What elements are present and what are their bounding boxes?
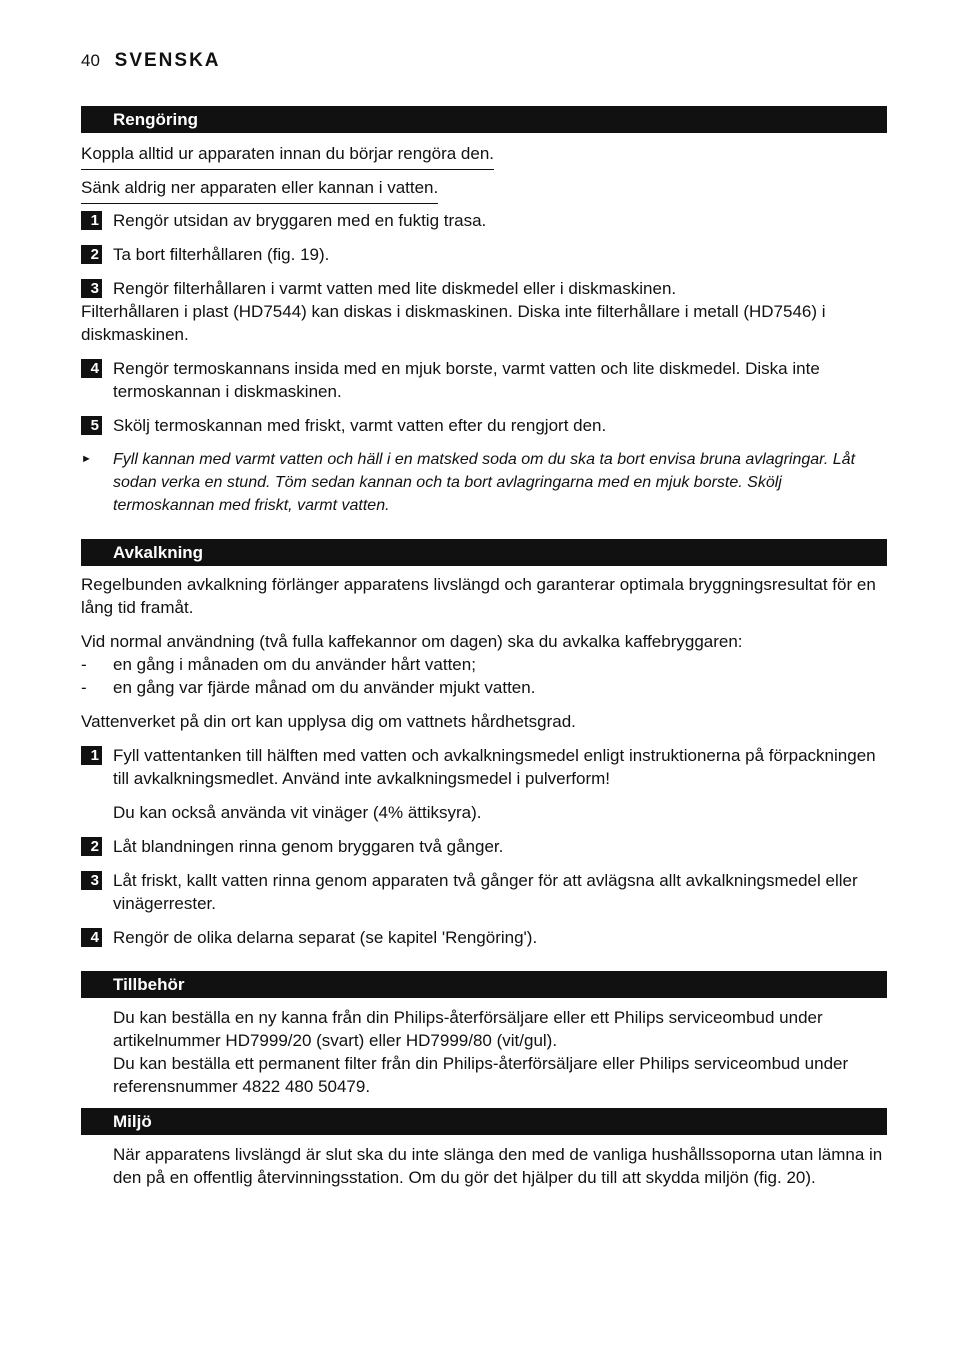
descaling-step-3 [81, 869, 887, 915]
frequency-item: - en gång var fjärde månad om du använder mjukt vatten. [81, 678, 536, 697]
cleaning-step-3-note: Filterhållaren i plast (HD7544) kan diskas i diskmaskinen. Diska inte filterhållare i metall (HD7546) i diskmaskinen. [81, 302, 826, 344]
section-heading-accessories: Tillbehör [81, 971, 887, 998]
descaling-step-2 [81, 835, 887, 858]
cleaning-step-2 [81, 243, 887, 266]
frequency-item: - en gång i månaden om du använder hårt vatten; [81, 655, 476, 674]
cleaning-step-1 [81, 209, 887, 232]
step-number-badge: 2 [81, 837, 102, 856]
descaling-step-1-note: Du kan också använda vit vinäger (4% ättiksyra). [113, 803, 482, 822]
page-number: 40 [81, 51, 100, 70]
dash-bullet: - [81, 678, 87, 697]
environment-text: När apparatens livslängd är slut ska du inte slänga den med de vanliga hushållssoporna utan lämna in den på en offentlig återvinningsstation. Om du gör det hjälper du till att skydda miljön (fig. 20). [113, 1145, 883, 1187]
step-text: Skölj termoskannan med friskt, varmt vatten efter du rengjort den. [113, 416, 607, 435]
step-text: Låt blandningen rinna genom bryggaren två gånger. [113, 837, 504, 856]
step-number-badge: 1 [81, 746, 102, 765]
step-number-badge: 4 [81, 359, 102, 378]
warning-immerse: Sänk aldrig ner apparaten eller kannan i vatten. [81, 176, 887, 204]
descaling-step-4 [81, 926, 887, 949]
step-text: Rengör termoskannans insida med en mjuk borste, varmt vatten och lite diskmedel. Diska inte termoskannan i diskmaskinen. [113, 359, 820, 401]
tip-text: Fyll kannan med varmt vatten och häll i en matsked soda om du ska ta bort envisa bruna avlagringar. Låt sodan verka en stund. Töm sedan kannan och ta bort avlagringarna med en mjuk borste. Skölj termoskannan med friskt, varmt vatten. [113, 451, 856, 514]
warning-unplug: Koppla alltid ur apparaten innan du börjar rengöra den. [81, 142, 887, 170]
step-number-badge: 2 [81, 245, 102, 264]
cleaning-step-4 [81, 357, 887, 403]
cleaning-step-5 [81, 414, 887, 437]
accessories-filter-text: Du kan beställa ett permanent filter från din Philips-återförsäljare eller Philips serviceombud under referensnummer 4822 480 50479. [113, 1054, 849, 1096]
cleaning-tip [81, 448, 887, 517]
descaling-step-1 [81, 744, 887, 790]
section-heading-environment: Miljö [81, 1108, 887, 1135]
section-heading-descaling: Avkalkning [81, 539, 887, 566]
hardness-note: Vattenverket på din ort kan upplysa dig om vattnets hårdhetsgrad. [81, 712, 576, 731]
step-text: Rengör filterhållaren i varmt vatten med lite diskmedel eller i diskmaskinen. [113, 279, 677, 298]
step-number-badge: 4 [81, 928, 102, 947]
descaling-frequency-intro: Vid normal användning (två fulla kaffekannor om dagen) ska du avkalka kaffebryggaren: [81, 632, 743, 651]
step-text: Rengör utsidan av bryggaren med en fuktig trasa. [113, 211, 487, 230]
cleaning-step-3 [81, 277, 887, 300]
step-text: Rengör de olika delarna separat (se kapitel 'Rengöring'). [113, 928, 538, 947]
page-header [81, 50, 221, 72]
step-number-badge: 3 [81, 279, 102, 298]
step-text: Ta bort filterhållaren (fig. 19). [113, 245, 330, 264]
section-heading-cleaning: Rengöring [81, 106, 887, 133]
language-label: SVENSKA [114, 50, 221, 71]
arrow-bullet-icon: ► [81, 453, 92, 465]
accessories-jug-text: Du kan beställa en ny kanna från din Philips-återförsäljare eller ett Philips serviceombud under artikelnummer HD7999/20 (svart) eller HD7999/80 (vit/gul). [113, 1008, 823, 1050]
step-text: Fyll vattentanken till hälften med vatten och avkalkningsmedel enligt instruktionerna på förpackningen till avkalkningsmedlet. Använd inte avkalkningsmedel i pulverform! [113, 746, 876, 788]
step-number-badge: 1 [81, 211, 102, 230]
descaling-intro: Regelbunden avkalkning förlänger apparatens livslängd och garanterar optimala bryggningsresultat för en lång tid framåt. [81, 575, 876, 617]
step-text: Låt friskt, kallt vatten rinna genom apparaten två gånger för att avlägsna allt avkalkningsmedel eller vinägerrester. [113, 871, 858, 913]
step-number-badge: 3 [81, 871, 102, 890]
step-number-badge: 5 [81, 416, 102, 435]
dash-bullet: - [81, 655, 87, 674]
